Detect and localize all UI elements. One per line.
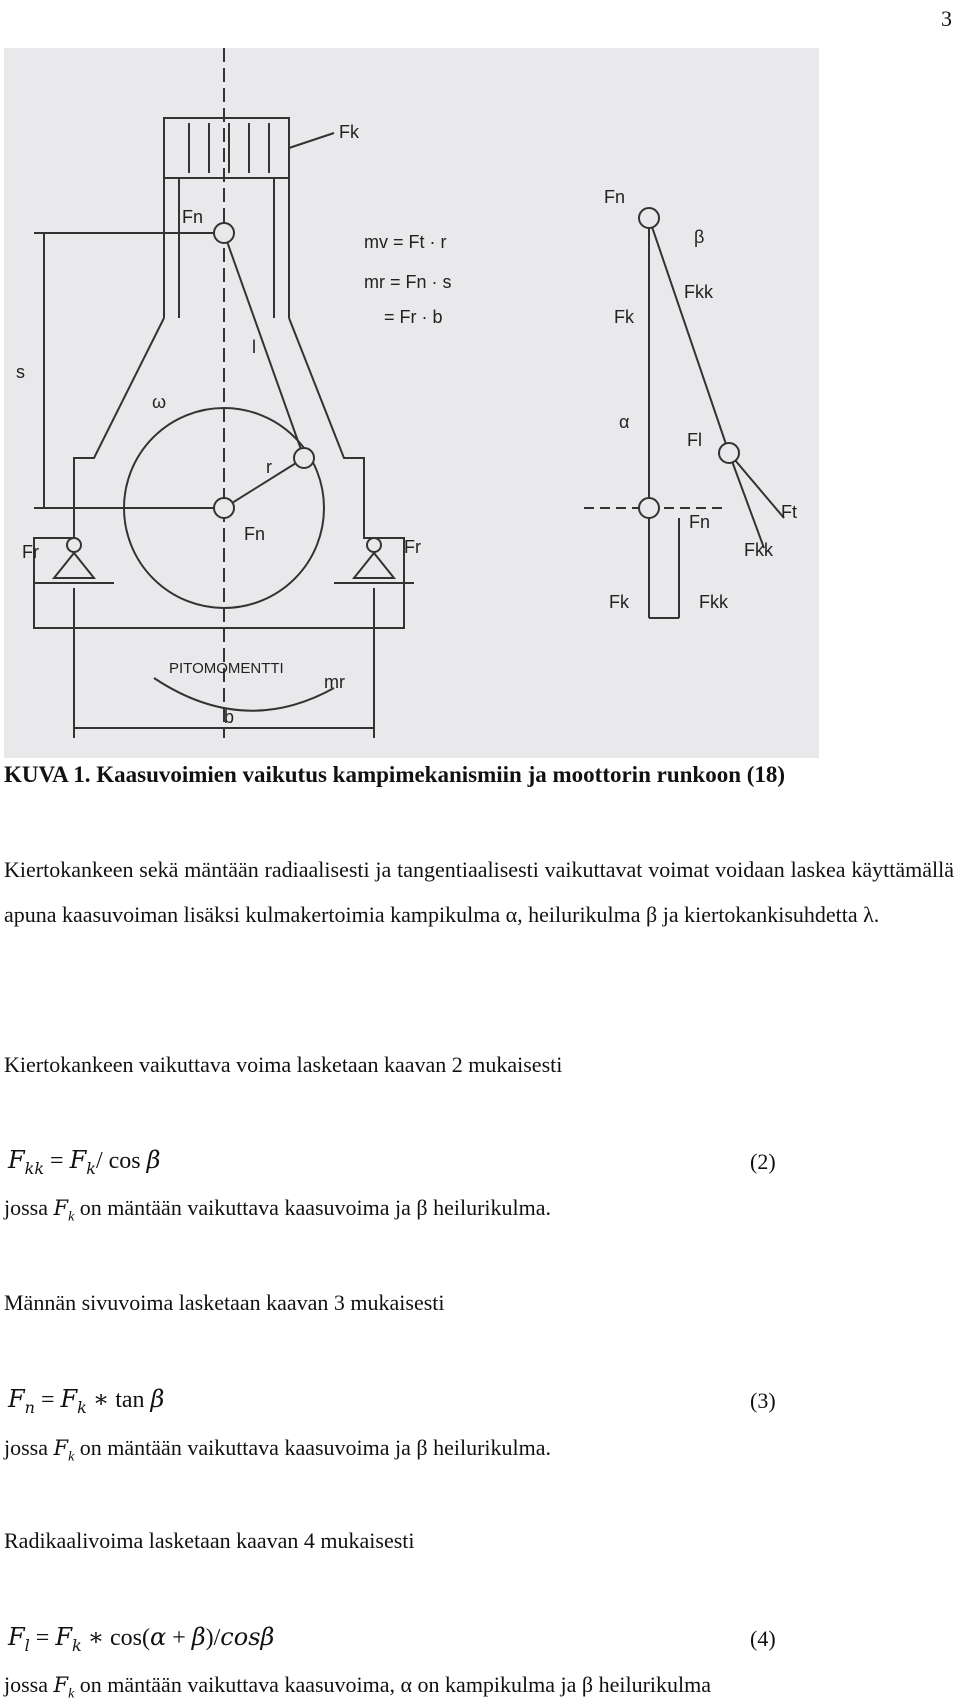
label-fn-crank: Fn [244, 524, 266, 544]
formula-2-explanation: jossa $F_k$ on mäntään vaikuttava kaasuvoima ja β heilurikulma. [4, 1195, 552, 1225]
label-fr-left: Fr [22, 542, 39, 562]
formula-4: $F_l = F_k$ ∗ cos(α + β)/cosβ [8, 1623, 275, 1655]
label-eq-mv: mv = Ft · r [364, 232, 447, 252]
label-fkk-bottom: Fkk [699, 592, 728, 612]
label-fn-right: Fn [604, 187, 626, 207]
figure-caption: KUVA 1. Kaasuvoimien vaikutus kampimekanismiin ja moottorin runkoon (18) [4, 762, 786, 787]
formula-3: $F_n = F_k$ ∗ tan β [8, 1385, 165, 1417]
label-r: r [266, 457, 272, 477]
formula-4-intro: Radikaalivoima lasketaan kaavan 4 mukaisesti [4, 1528, 415, 1553]
paragraph-intro: Kiertokankeen sekä mäntään radiaalisesti ja tangentiaalisesti vaikuttavat voimat voidaan laskea käyttämällä apuna kaasuvoiman lisäksi kulmakertoimia kampikulma α, heilurikulma β ja kiertokankisuhdetta λ. [4, 857, 954, 927]
label-fk-right: Fk [614, 307, 634, 327]
label-eq-fr: = Fr · b [384, 307, 443, 327]
label-pitomomentti: PITOMOMENTTI [169, 660, 284, 677]
formula-3-explanation: jossa $F_k$ on mäntään vaikuttava kaasuvoima ja β heilurikulma. [4, 1435, 552, 1465]
crank-mechanism-figure [4, 48, 819, 758]
label-mr: mr [324, 672, 345, 692]
label-ft: Ft [781, 502, 797, 522]
label-alpha: α [619, 412, 630, 432]
label-omega: ω [152, 392, 167, 412]
formula-2-intro: Kiertokankeen vaikuttava voima lasketaan kaavan 2 mukaisesti [4, 1052, 563, 1077]
label-fn-piston: Fn [182, 207, 204, 227]
label-fl: Fl [687, 430, 702, 450]
label-fkk-right: Fkk [684, 282, 713, 302]
label-b: b [224, 707, 235, 727]
page-number: 3 [941, 6, 952, 31]
label-fkk-right-2: Fkk [744, 540, 773, 560]
label-eq-mr: mr = Fn · s [364, 272, 452, 292]
label-fk-top: Fk [339, 122, 359, 142]
formula-4-explanation: jossa $F_k$ on mäntään vaikuttava kaasuvoima, α on kampikulma ja β heilurikulma [4, 1672, 712, 1702]
formula-4-number: (4) [750, 1626, 776, 1651]
label-fr-right: Fr [404, 537, 421, 557]
label-beta: β [694, 227, 705, 247]
formula-2: $F_{kk} = F_k/$ cos β [8, 1146, 161, 1178]
label-fn-right-2: Fn [689, 512, 711, 532]
crank-mechanism-diagram [4, 48, 819, 758]
formula-2-number: (2) [750, 1149, 776, 1174]
formula-3-intro: Männän sivuvoima lasketaan kaavan 3 mukaisesti [4, 1290, 445, 1315]
label-fk-bottom: Fk [609, 592, 629, 612]
label-l: l [252, 337, 256, 357]
formula-3-number: (3) [750, 1388, 776, 1413]
label-s: s [16, 362, 25, 382]
